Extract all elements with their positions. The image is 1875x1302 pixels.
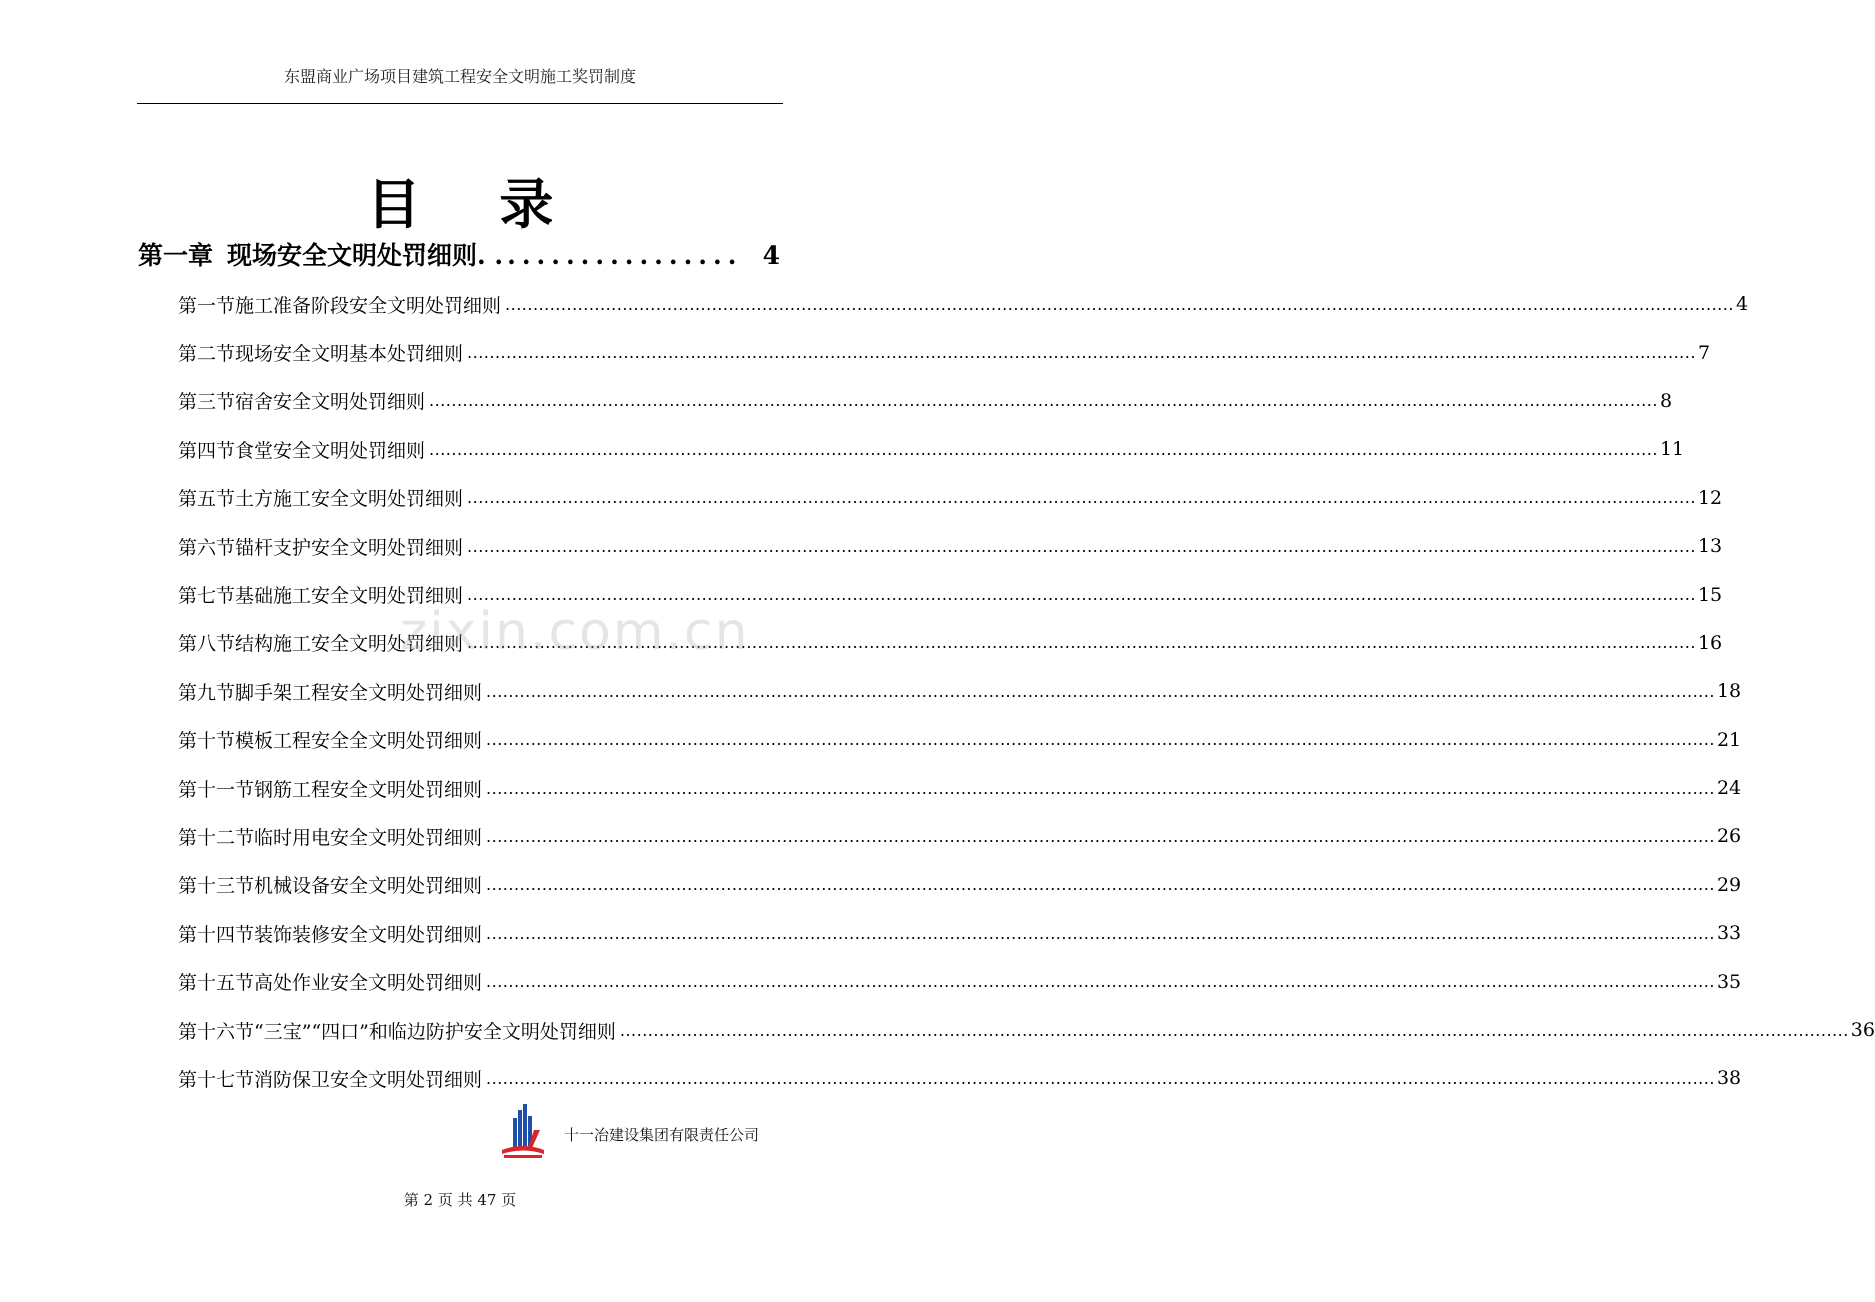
section-page-number: 33	[1716, 922, 1742, 945]
dot-leader: ............................................................................................................................................................................................................................	[505, 294, 1734, 314]
section-number: 第十节	[178, 730, 236, 753]
section-number: 第九节	[178, 681, 236, 704]
dot-leader: ............................................................................................................................................................................................................................	[467, 536, 1696, 556]
dot-leader: ............................................................................................................................................................................................................................	[486, 972, 1715, 992]
section-number: 第一节	[178, 294, 236, 317]
toc-entry[interactable]	[178, 425, 1685, 473]
section-title: 模板工程安全全文明处罚细则	[235, 730, 483, 753]
section-page-number: 11	[1659, 438, 1685, 461]
section-title: 现场安全文明基本处罚细则	[235, 343, 464, 366]
toc-entry[interactable]	[178, 474, 1723, 522]
dot-leader: ............................................................................................................................................................................................................................	[486, 1068, 1715, 1088]
section-page-number: 35	[1716, 970, 1742, 993]
section-title: 施工准备阶段安全文明处罚细则	[235, 294, 502, 317]
section-title: 基础施工安全文明处罚细则	[235, 585, 464, 608]
company-signature	[500, 1106, 759, 1162]
section-title: 消防保卫安全文明处罚细则	[254, 1068, 483, 1091]
toc-entry[interactable]	[178, 957, 1742, 1005]
toc-chapter-entry[interactable]	[138, 236, 780, 276]
section-page-number: 29	[1716, 873, 1742, 896]
section-title: “三宝”“四口”和临边防护安全文明处罚细则	[254, 1020, 616, 1043]
toc-entry[interactable]	[178, 861, 1742, 909]
dot-leader: ............................................................................................................................................................................................................................	[467, 343, 1696, 363]
section-title: 装饰装修安全文明处罚细则	[254, 923, 483, 946]
section-page-number: 36	[1850, 1019, 1875, 1042]
dot-leader: ............................................................................................................................................................................................................................	[467, 585, 1696, 605]
dot-leader: ............................................................................................................................................................................................................................	[486, 681, 1715, 701]
toc-entry[interactable]	[178, 764, 1742, 812]
section-page-number: 21	[1716, 728, 1742, 751]
toc-entry[interactable]	[178, 328, 1711, 376]
toc-entry[interactable]	[178, 619, 1723, 667]
toc-section-list	[178, 280, 1875, 1103]
section-title: 临时用电安全文明处罚细则	[254, 826, 483, 849]
section-page-number: 12	[1697, 486, 1723, 509]
dot-leader: ............................................................................................................................................................................................................................	[486, 730, 1715, 750]
section-number: 第七节	[178, 585, 236, 608]
section-page-number: 38	[1716, 1067, 1742, 1090]
dot-leader: ............................................................................................................................................................................................................................	[467, 488, 1696, 508]
page-footer: 第 2 页 共 47 页	[403, 1191, 517, 1209]
section-number: 第八节	[178, 633, 236, 656]
section-page-number: 13	[1697, 535, 1723, 558]
toc-entry[interactable]	[178, 909, 1742, 957]
section-number: 第四节	[178, 439, 236, 462]
dot-leader: ............................................................................................................................................................................................................................	[486, 923, 1715, 943]
toc-entry[interactable]	[178, 812, 1742, 860]
chapter-title: 现场安全文明处罚细则. .	[227, 241, 504, 270]
toc-title: 目 录	[366, 173, 584, 236]
section-title: 宿舍安全文明处罚细则	[235, 391, 426, 414]
section-title: 结构施工安全文明处罚细则	[235, 633, 464, 656]
section-title: 脚手架工程安全文明处罚细则	[235, 681, 483, 704]
toc-entry[interactable]	[178, 280, 1749, 328]
dot-leader: ............................................................................................................................................................................................................................	[429, 391, 1658, 411]
section-number: 第十五节	[178, 972, 255, 995]
section-number: 第二节	[178, 343, 236, 366]
toc-entry[interactable]	[178, 667, 1742, 715]
section-page-number: 18	[1716, 680, 1742, 703]
section-number: 第十三节	[178, 875, 255, 898]
section-title: 土方施工安全文明处罚细则	[235, 488, 464, 511]
section-page-number: 7	[1697, 341, 1711, 364]
section-title: 食堂安全文明处罚细则	[235, 439, 426, 462]
section-number: 第十六节	[178, 1020, 255, 1043]
section-number: 第十四节	[178, 923, 255, 946]
section-page-number: 26	[1716, 825, 1742, 848]
dot-leader: ............................................................................................................................................................................................................................	[467, 633, 1696, 653]
chapter-label: 第一章	[138, 241, 214, 270]
section-title: 机械设备安全文明处罚细则	[254, 875, 483, 898]
section-number: 第三节	[178, 391, 236, 414]
running-header: 东盟商业广场项目建筑工程安全文明施工奖罚制度	[283, 67, 636, 86]
toc-entry[interactable]	[178, 377, 1673, 425]
chapter-leader: ................	[507, 241, 743, 270]
dot-leader: ............................................................................................................................................................................................................................	[486, 778, 1715, 798]
section-title: 钢筋工程安全文明处罚细则	[254, 778, 483, 801]
section-number: 第五节	[178, 488, 236, 511]
section-number: 第十一节	[178, 778, 255, 801]
dot-leader: ............................................................................................................................................................................................................................	[619, 1020, 1849, 1040]
section-number: 第十七节	[178, 1068, 255, 1091]
section-page-number: 4	[1735, 293, 1749, 316]
company-name: 十一冶建设集团有限责任公司	[564, 1125, 760, 1144]
section-title: 锚杆支护安全文明处罚细则	[235, 536, 464, 559]
section-page-number: 8	[1659, 389, 1673, 412]
toc-entry[interactable]	[178, 522, 1723, 570]
watermark: zixin.com.cn	[400, 602, 750, 662]
section-page-number: 16	[1697, 631, 1723, 654]
section-number: 第十二节	[178, 826, 255, 849]
company-logo-icon	[500, 1104, 546, 1164]
dot-leader: ............................................................................................................................................................................................................................	[486, 875, 1715, 895]
section-number: 第六节	[178, 536, 236, 559]
section-title: 高处作业安全文明处罚细则	[254, 972, 483, 995]
toc-entry[interactable]	[178, 716, 1742, 764]
chapter-page-number: 4	[762, 241, 780, 270]
section-page-number: 24	[1716, 777, 1742, 800]
toc-entry[interactable]	[178, 570, 1723, 618]
dot-leader: ............................................................................................................................................................................................................................	[429, 439, 1658, 459]
dot-leader: ............................................................................................................................................................................................................................	[486, 826, 1715, 846]
header-rule	[137, 103, 783, 104]
toc-entry[interactable]	[178, 1006, 1875, 1054]
toc-entry[interactable]	[178, 1054, 1742, 1102]
section-page-number: 15	[1697, 583, 1723, 606]
